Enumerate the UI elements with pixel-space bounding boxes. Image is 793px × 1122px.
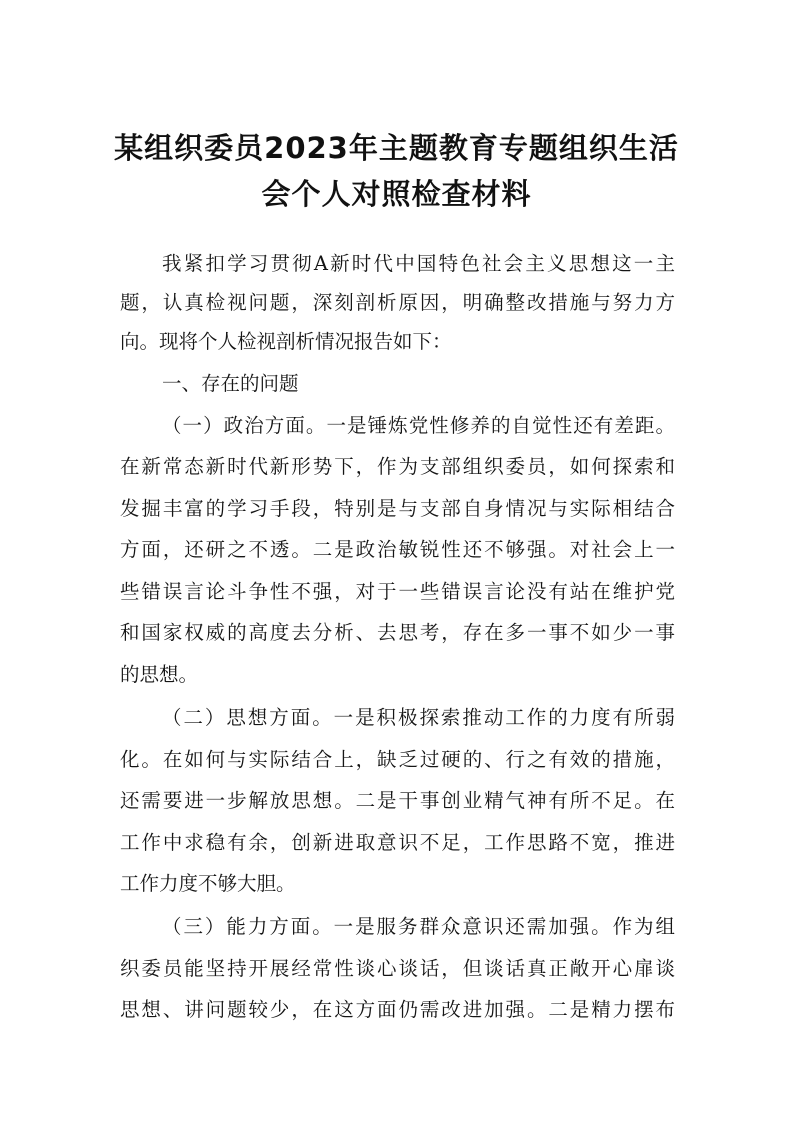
body-line: 还需要进一步解放思想。二是干事创业精气神有所不足。在 xyxy=(120,789,675,812)
body-line: （一）政治方面。一是锤炼党性修养的自觉性还有差距。 xyxy=(162,414,675,437)
body-line: 工作中求稳有余，创新进取意识不足，工作思路不宽，推进 xyxy=(120,831,675,854)
body-line: 题，认真检视问题，深刻剖析原因，明确整改措施与努力方 xyxy=(120,291,675,314)
document-title-line-2: 会个人对照检查材料 xyxy=(261,177,532,211)
body-line: 工作力度不够大胆。 xyxy=(120,872,296,895)
body-line: （三）能力方面。一是服务群众意识还需加强。作为组 xyxy=(162,915,675,938)
body-line: 向。现将个人检视剖析情况报告如下： xyxy=(120,330,452,353)
section-heading: 一、存在的问题 xyxy=(162,372,299,395)
body-line: 发掘丰富的学习手段，特别是与支部自身情况与实际相结合 xyxy=(120,497,675,520)
body-line: 些错误言论斗争性不强，对于一些错误言论没有站在维护党 xyxy=(120,580,675,603)
body-line: 织委员能坚持开展经常性谈心谈话，但谈话真正敞开心扉谈 xyxy=(120,957,675,980)
body-line: 方面，还研之不透。二是政治敏锐性还不够强。对社会上一 xyxy=(120,538,675,561)
body-line: （二）思想方面。一是积极探索推动工作的力度有所弱 xyxy=(162,706,675,729)
body-line: 的思想。 xyxy=(120,663,199,686)
body-line: 思想、讲问题较少，在这方面仍需改进加强。二是精力摆布 xyxy=(120,998,675,1021)
body-line: 在新常态新时代新形势下，作为支部组织委员，如何探索和 xyxy=(120,455,675,478)
body-line: 我紧扣学习贯彻A新时代中国特色社会主义思想这一主 xyxy=(162,252,675,275)
document-title-line-1: 某组织委员2023年主题教育专题组织生活 xyxy=(114,131,679,165)
body-line: 和国家权威的高度去分析、去思考，存在多一事不如少一事 xyxy=(120,621,675,644)
body-line: 化。在如何与实际结合上，缺乏过硬的、行之有效的措施， xyxy=(120,748,675,771)
